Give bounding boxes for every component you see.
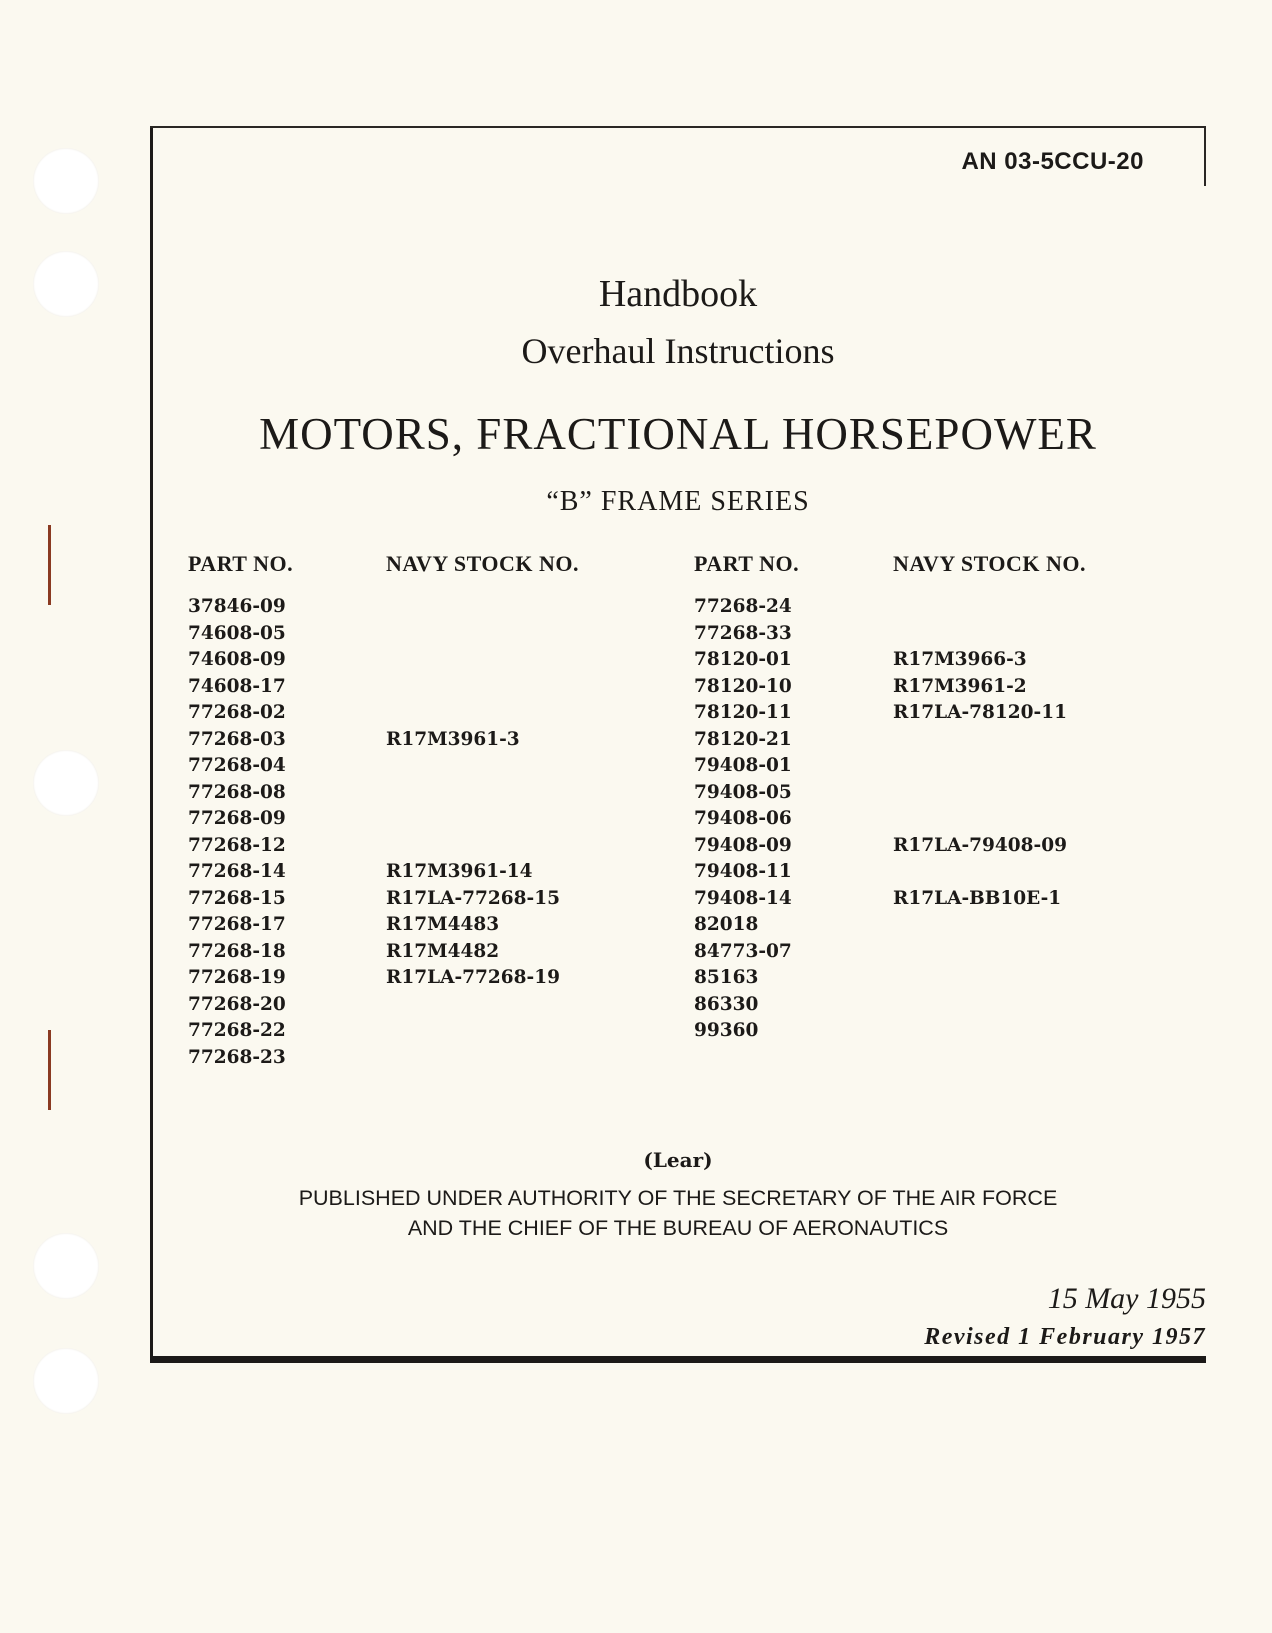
navy-stock-number (893, 912, 1067, 939)
part-number: 77268-12 (188, 834, 286, 856)
navy-stock-number: R17M3961-2 (893, 675, 1027, 697)
navy-stock-number: R17LA-78120-11 (893, 702, 1067, 723)
part-number: 84773-07 (694, 940, 792, 962)
part-number: 74608-09 (188, 649, 286, 670)
issue-date: 15 May 1955 (1047, 1282, 1206, 1315)
frame-border-top (150, 126, 1206, 128)
part-number: 37846-09 (188, 596, 286, 617)
part-number: 77268-04 (188, 755, 286, 776)
navy-stock-number: R17LA-BB10E-1 (893, 887, 1062, 909)
part-number: 79408-06 (694, 808, 792, 829)
part-number-column-left (188, 594, 286, 1071)
navy-stock-number (386, 621, 560, 648)
authority-line-2: AND THE CHIEF OF THE BUREAU OF AERONAUTICS (407, 1216, 949, 1240)
punch-hole (33, 750, 99, 816)
navy-stock-number (893, 859, 1067, 886)
navy-stock-column-left (386, 594, 560, 1071)
punch-hole (33, 148, 99, 214)
header-part-no-right: PART NO. (694, 551, 800, 576)
part-number: 79408-14 (694, 887, 792, 909)
part-number: 79408-05 (694, 781, 792, 803)
revision-date: Revised 1 February 1957 (924, 1324, 1206, 1350)
navy-stock-number (893, 753, 1067, 780)
part-number: 77268-33 (694, 622, 792, 644)
navy-stock-number (893, 780, 1067, 807)
navy-stock-number (386, 594, 560, 621)
part-number: 74608-17 (188, 675, 286, 697)
navy-stock-number (386, 780, 560, 807)
part-number: 77268-17 (188, 914, 286, 935)
header-navy-stock-right: NAVY STOCK NO. (893, 551, 1087, 576)
part-number: 85163 (694, 967, 759, 988)
navy-stock-number (386, 753, 560, 780)
part-number: 79408-01 (694, 755, 792, 776)
title-overhaul-instructions: Overhaul Instructions (521, 331, 835, 371)
navy-stock-number (893, 939, 1067, 966)
navy-stock-number (386, 1045, 560, 1072)
punch-hole (33, 1348, 99, 1414)
part-number: 77268-22 (188, 1020, 286, 1041)
navy-stock-number (893, 621, 1067, 648)
punch-hole (33, 1233, 99, 1299)
part-number: 79408-09 (694, 834, 792, 856)
part-number: 78120-01 (694, 649, 792, 670)
part-number: 99360 (694, 1020, 759, 1041)
part-number: 77268-15 (188, 887, 286, 909)
navy-stock-column-right (893, 594, 1067, 1045)
navy-stock-number: R17M4482 (386, 940, 500, 962)
navy-stock-number (386, 700, 560, 727)
part-number: 74608-05 (188, 622, 286, 644)
navy-stock-number (386, 1018, 560, 1045)
part-number: 77268-20 (188, 993, 286, 1015)
navy-stock-number: R17M3961-14 (386, 861, 533, 882)
navy-stock-number (386, 647, 560, 674)
navy-stock-number: R17M3961-3 (386, 728, 520, 750)
part-number: 77268-23 (188, 1046, 286, 1068)
punch-hole (33, 251, 99, 317)
part-number: 78120-11 (694, 702, 792, 723)
navy-stock-number (893, 992, 1067, 1019)
part-number: 77268-03 (188, 728, 286, 750)
part-number: 78120-10 (694, 675, 792, 697)
frame-border-right (1204, 126, 1206, 186)
part-number: 77268-14 (188, 861, 286, 882)
navy-stock-number (893, 594, 1067, 621)
part-number: 77268-08 (188, 781, 286, 803)
navy-stock-number: R17M3966-3 (893, 649, 1027, 670)
binding-mark (48, 525, 51, 605)
navy-stock-number (386, 806, 560, 833)
navy-stock-number: R17LA-77268-19 (386, 967, 560, 988)
navy-stock-number: R17LA-77268-15 (386, 887, 560, 909)
document-number: AN 03-5CCU-20 (961, 148, 1144, 175)
navy-stock-number: R17M4483 (386, 914, 500, 935)
navy-stock-number (386, 833, 560, 860)
navy-stock-number (893, 806, 1067, 833)
frame-border-bottom (150, 1356, 1206, 1363)
navy-stock-number: R17LA-79408-09 (893, 834, 1067, 856)
manufacturer: (Lear) (643, 1148, 713, 1172)
main-title: MOTORS, FRACTIONAL HORSEPOWER (259, 409, 1097, 459)
authority-line-1: PUBLISHED UNDER AUTHORITY OF THE SECRETARY OF THE AIR FORCE (298, 1186, 1058, 1210)
binding-mark (48, 1030, 51, 1110)
part-number: 77268-24 (694, 596, 792, 617)
part-number: 86330 (694, 993, 759, 1015)
subtitle-series: “B” FRAME SERIES (546, 486, 810, 517)
part-number-column-right (694, 594, 792, 1045)
navy-stock-number (386, 674, 560, 701)
part-number: 82018 (694, 914, 759, 935)
navy-stock-number (386, 992, 560, 1019)
part-number: 77268-18 (188, 940, 286, 962)
part-number: 78120-21 (694, 728, 792, 750)
navy-stock-number (893, 727, 1067, 754)
navy-stock-number (893, 965, 1067, 992)
title-handbook: Handbook (598, 273, 758, 315)
navy-stock-number (893, 1018, 1067, 1045)
part-number: 77268-02 (188, 702, 286, 723)
header-part-no-left: PART NO. (188, 551, 294, 576)
part-number: 77268-19 (188, 967, 286, 988)
part-number: 79408-11 (694, 861, 792, 882)
header-navy-stock-left: NAVY STOCK NO. (386, 551, 580, 576)
part-number: 77268-09 (188, 808, 286, 829)
